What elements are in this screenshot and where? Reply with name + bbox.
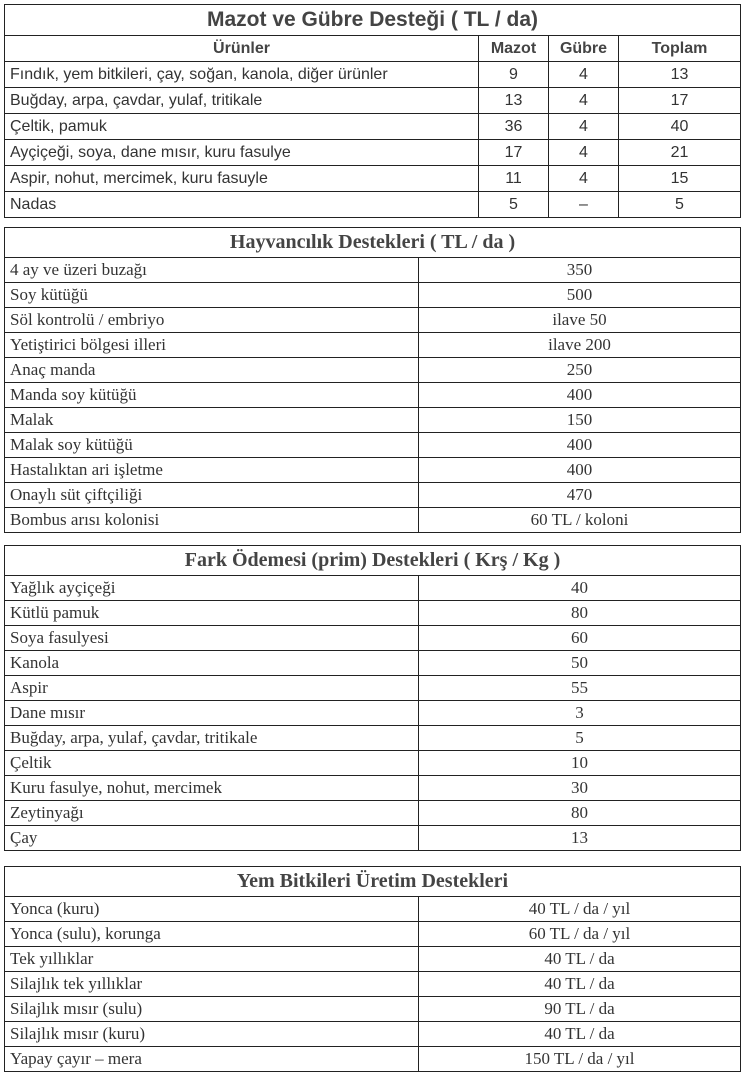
- table-row: [5, 308, 741, 333]
- row-label: Kanola: [5, 651, 419, 676]
- table-row: [5, 192, 741, 218]
- row-label: Malak: [5, 408, 419, 433]
- row-value: 90 TL / da: [419, 997, 741, 1022]
- table-row: [5, 751, 741, 776]
- row-value: 5: [419, 726, 741, 751]
- table-row: [5, 333, 741, 358]
- table-row: [5, 922, 741, 947]
- row-label: Silajlık mısır (sulu): [5, 997, 419, 1022]
- row-label: 4 ay ve üzeri buzağı: [5, 258, 419, 283]
- row-value: 30: [419, 776, 741, 801]
- mazot-gubre-title: Mazot ve Gübre Desteği ( TL / da): [5, 5, 741, 36]
- table-row: [5, 776, 741, 801]
- row-value: 40: [419, 576, 741, 601]
- table-row: [5, 676, 741, 701]
- row-label: Bombus arısı kolonisi: [5, 508, 419, 533]
- row-label: Manda soy kütüğü: [5, 383, 419, 408]
- row-value: 60: [419, 626, 741, 651]
- table-row: [5, 801, 741, 826]
- row-value: 5: [479, 192, 549, 218]
- row-value: 350: [419, 258, 741, 283]
- row-value: 4: [549, 88, 619, 114]
- row-value: 3: [419, 701, 741, 726]
- yem-bitkileri-title: Yem Bitkileri Üretim Destekleri: [5, 867, 741, 897]
- row-value: 470: [419, 483, 741, 508]
- row-label: Malak soy kütüğü: [5, 433, 419, 458]
- table-row: [5, 972, 741, 997]
- row-value: ilave 50: [419, 308, 741, 333]
- row-value: 11: [479, 166, 549, 192]
- row-value: 4: [549, 114, 619, 140]
- row-value: 80: [419, 601, 741, 626]
- row-value: 40 TL / da / yıl: [419, 897, 741, 922]
- table-row: [5, 826, 741, 851]
- table-row: [5, 358, 741, 383]
- table-row: [5, 408, 741, 433]
- row-value: 40 TL / da: [419, 947, 741, 972]
- row-label: Fındık, yem bitkileri, çay, soğan, kanola, diğer ürünler: [5, 62, 479, 88]
- table-row: [5, 947, 741, 972]
- row-label: Soya fasulyesi: [5, 626, 419, 651]
- table-row: [5, 508, 741, 533]
- row-value: 4: [549, 166, 619, 192]
- row-label: Aspir, nohut, mercimek, kuru fasuyle: [5, 166, 479, 192]
- table-row: [5, 601, 741, 626]
- yem-bitkileri-table: [4, 866, 741, 1072]
- row-value: 13: [619, 62, 741, 88]
- table-row: [5, 1047, 741, 1072]
- row-value: –: [549, 192, 619, 218]
- table-row: [5, 701, 741, 726]
- row-value: 250: [419, 358, 741, 383]
- row-label: Aspir: [5, 676, 419, 701]
- hayvancilik-table: [4, 227, 741, 533]
- mazot-gubre-header-row: [5, 36, 741, 62]
- row-value: 60 TL / koloni: [419, 508, 741, 533]
- hayvancilik-title: Hayvancılık Destekleri ( TL / da ): [5, 228, 741, 258]
- table-row: [5, 458, 741, 483]
- column-header-mazot: Mazot: [479, 36, 549, 62]
- row-value: 60 TL / da / yıl: [419, 922, 741, 947]
- row-value: 55: [419, 676, 741, 701]
- row-label: Yetiştirici bölgesi illeri: [5, 333, 419, 358]
- row-label: Çay: [5, 826, 419, 851]
- row-value: 40 TL / da: [419, 1022, 741, 1047]
- row-label: Yonca (kuru): [5, 897, 419, 922]
- table-row: [5, 140, 741, 166]
- mazot-gubre-table: [4, 4, 741, 218]
- row-label: Kütlü pamuk: [5, 601, 419, 626]
- row-value: 150 TL / da / yıl: [419, 1047, 741, 1072]
- table-row: [5, 88, 741, 114]
- table-row: [5, 726, 741, 751]
- fark-odemesi-table: [4, 545, 741, 851]
- row-label: Yapay çayır – mera: [5, 1047, 419, 1072]
- row-label: Söl kontrolü / embriyo: [5, 308, 419, 333]
- row-value: 40 TL / da: [419, 972, 741, 997]
- row-value: 400: [419, 458, 741, 483]
- row-label: Buğday, arpa, yulaf, çavdar, tritikale: [5, 726, 419, 751]
- row-label: Silajlık tek yıllıklar: [5, 972, 419, 997]
- row-label: Silajlık mısır (kuru): [5, 1022, 419, 1047]
- table-row: [5, 114, 741, 140]
- row-label: Yağlık ayçiçeği: [5, 576, 419, 601]
- table-row: [5, 283, 741, 308]
- row-value: 13: [479, 88, 549, 114]
- row-label: Zeytinyağı: [5, 801, 419, 826]
- row-value: 21: [619, 140, 741, 166]
- table-row: [5, 166, 741, 192]
- row-value: 500: [419, 283, 741, 308]
- row-label: Anaç manda: [5, 358, 419, 383]
- table-row: [5, 258, 741, 283]
- row-value: 400: [419, 383, 741, 408]
- row-label: Dane mısır: [5, 701, 419, 726]
- row-value: 9: [479, 62, 549, 88]
- column-header-urunler: Ürünler: [5, 36, 479, 62]
- row-value: 36: [479, 114, 549, 140]
- row-value: 17: [619, 88, 741, 114]
- table-row: [5, 62, 741, 88]
- row-value: 50: [419, 651, 741, 676]
- row-value: 40: [619, 114, 741, 140]
- row-value: 4: [549, 62, 619, 88]
- row-value: 80: [419, 801, 741, 826]
- row-label: Tek yıllıklar: [5, 947, 419, 972]
- row-value: 15: [619, 166, 741, 192]
- table-row: [5, 651, 741, 676]
- row-label: Ayçiçeği, soya, dane mısır, kuru fasulye: [5, 140, 479, 166]
- row-label: Onaylı süt çiftçiliği: [5, 483, 419, 508]
- row-label: Çeltik, pamuk: [5, 114, 479, 140]
- row-label: Buğday, arpa, çavdar, yulaf, tritikale: [5, 88, 479, 114]
- table-row: [5, 1022, 741, 1047]
- row-value: 150: [419, 408, 741, 433]
- row-label: Yonca (sulu), korunga: [5, 922, 419, 947]
- row-value: ilave 200: [419, 333, 741, 358]
- row-value: 4: [549, 140, 619, 166]
- row-value: 13: [419, 826, 741, 851]
- table-row: [5, 997, 741, 1022]
- column-header-gubre: Gübre: [549, 36, 619, 62]
- row-value: 17: [479, 140, 549, 166]
- row-value: 400: [419, 433, 741, 458]
- row-label: Çeltik: [5, 751, 419, 776]
- row-label: Soy kütüğü: [5, 283, 419, 308]
- row-label: Hastalıktan ari işletme: [5, 458, 419, 483]
- row-value: 5: [619, 192, 741, 218]
- row-label: Kuru fasulye, nohut, mercimek: [5, 776, 419, 801]
- column-header-toplam: Toplam: [619, 36, 741, 62]
- fark-odemesi-title: Fark Ödemesi (prim) Destekleri ( Krş / Kg ): [5, 546, 741, 576]
- table-row: [5, 576, 741, 601]
- row-label: Nadas: [5, 192, 479, 218]
- table-row: [5, 626, 741, 651]
- row-value: 10: [419, 751, 741, 776]
- table-row: [5, 897, 741, 922]
- table-row: [5, 483, 741, 508]
- table-row: [5, 433, 741, 458]
- table-row: [5, 383, 741, 408]
